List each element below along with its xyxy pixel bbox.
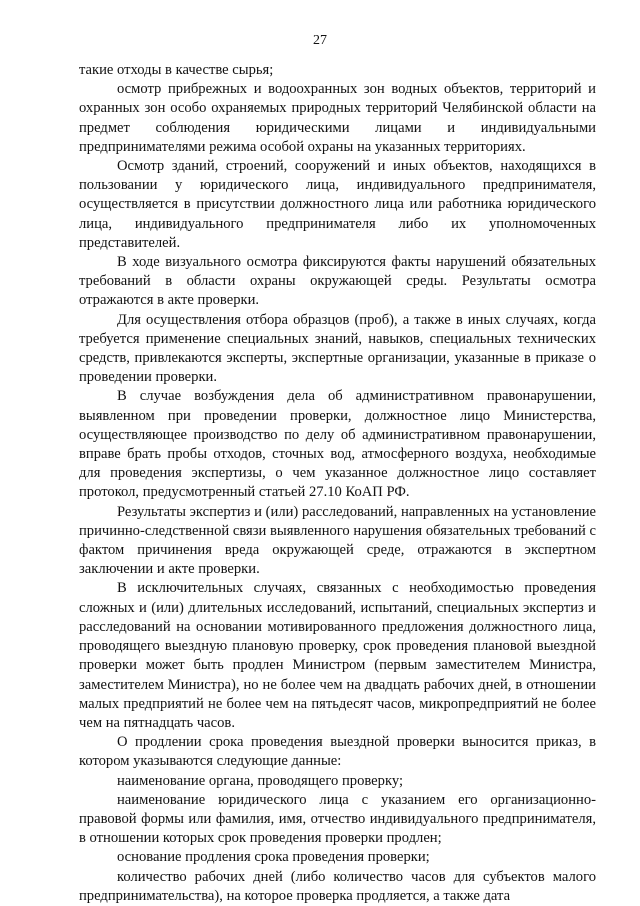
paragraph: основание продления срока проведения проверки; — [117, 849, 430, 866]
paragraph: О продлении срока проведения выездной проверки выносится приказ, в котором указываются следующие данные: — [79, 734, 596, 770]
paragraph: Осмотр зданий, строений, сооружений и иных объектов, находящихся в пользовании у юридического лица, индивидуального предпринимателя, осуществляется в присутствии должностного лица или работника юридического лица, индивидуального предпринимателя либо их уполномоченных представителей. — [79, 158, 596, 251]
paragraph: В ходе визуального осмотра фиксируются факты нарушений обязательных требований в области охраны окружающей среды. Результаты осмотра отражаются в акте проверки. — [79, 254, 596, 309]
document-body — [79, 61, 596, 906]
paragraph: количество рабочих дней (либо количество часов для субъектов малого предпринимательства), на которое проверка продляется, а также дата — [79, 868, 596, 904]
paragraph: Результаты экспертиз и (или) расследований, направленных на установление причинно-следственной связи выявленного нарушения обязательных требований с фактом причинения вреда окружающей среде, отражаются в экспертном заключении и акте проверки. — [79, 503, 596, 578]
page-number: 27 — [313, 33, 327, 48]
paragraph: Для осуществления отбора образцов (проб), а также в иных случаях, когда требуется применение специальных знаний, навыков, специальных технических средств, привлекаются эксперты, экспертные организации, указанные в приказе о проведении проверки. — [79, 311, 596, 386]
paragraph: В случае возбуждения дела об административном правонарушении, выявленном при проведении проверки, должностное лицо Министерства, осуществляющее производство по делу об административном правонарушении, вправе брать пробы отходов, сточных вод, атмосферного воздуха, необходимые для проведения экспертизы, о чем указанное должностное лицо составляет протокол, предусмотренный статьей 27.10 КоАП РФ. — [79, 388, 596, 501]
paragraph: осмотр прибрежных и водоохранных зон водных объектов, территорий и охранных зон особо охраняемых природных территорий Челябинской области на предмет соблюдения юридическими лицами и индивидуальными предпринимателями режима особой охраны на указанных территориях. — [79, 81, 596, 155]
paragraph: В исключительных случаях, связанных с необходимостью проведения сложных и (или) длительных исследований, испытаний, специальных экспертиз и расследований на основании мотивированного предложения должностного лица, проводящего выездную плановую проверку, срок проведения плановой выездной проверки может быть продлен Министром (первым заместителем Министра, заместителем Министра), но не более чем на двадцать рабочих дней, в отношении малых предприятий не более чем на пятьдесят часов, микропредприятий не более чем на пятнадцать часов. — [79, 580, 596, 731]
paragraph: такие отходы в качестве сырья; — [79, 62, 274, 78]
paragraph: наименование органа, проводящего проверку; — [117, 772, 403, 789]
paragraph: наименование юридического лица с указанием его организационно-правовой формы или фамилия, имя, отчество индивидуального предпринимателя, в отношении которых срок проведения проверки продлен; — [79, 791, 596, 847]
